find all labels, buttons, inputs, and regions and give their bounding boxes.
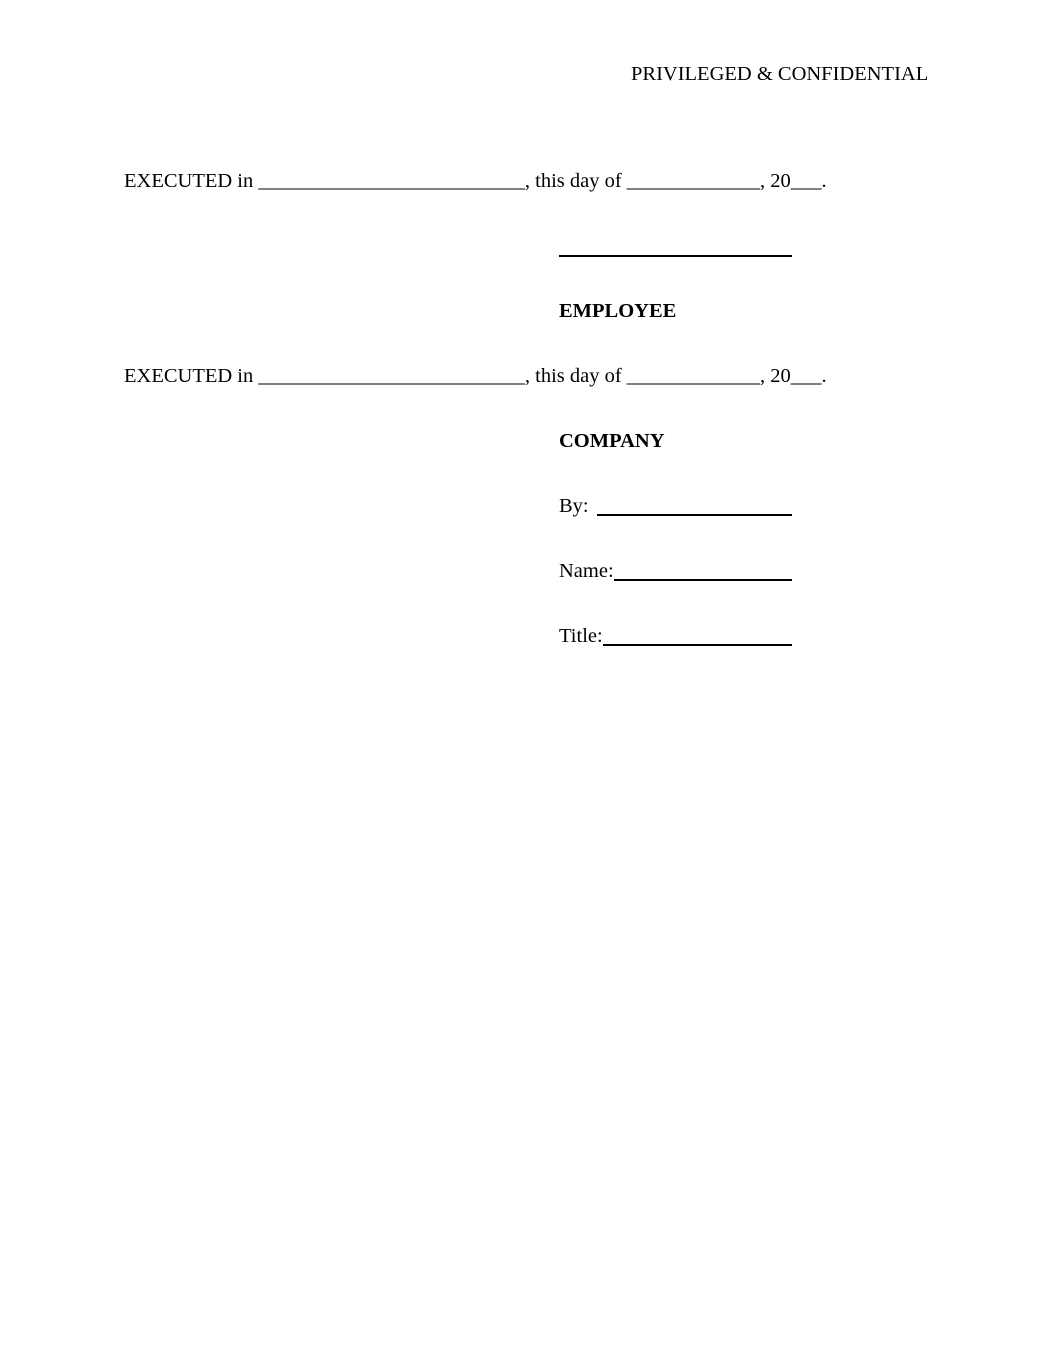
name-line (614, 579, 792, 581)
title-label: Title: (559, 625, 603, 647)
company-name-field (559, 561, 792, 582)
employee-signature-line (559, 255, 792, 257)
title-line (603, 644, 792, 646)
by-label: By: (559, 495, 589, 517)
company-label: COMPANY (559, 430, 665, 452)
employee-label: EMPLOYEE (559, 300, 677, 322)
company-executed-line: EXECUTED in __________________________, this day of _____________, 20___. (124, 365, 827, 387)
company-title-field (559, 626, 792, 647)
confidentiality-header: PRIVILEGED & CONFIDENTIAL (631, 63, 929, 85)
name-label: Name: (559, 560, 614, 582)
by-signature-line (597, 514, 792, 516)
company-by-field (559, 496, 792, 517)
employee-executed-line: EXECUTED in __________________________, this day of _____________, 20___. (124, 170, 827, 192)
